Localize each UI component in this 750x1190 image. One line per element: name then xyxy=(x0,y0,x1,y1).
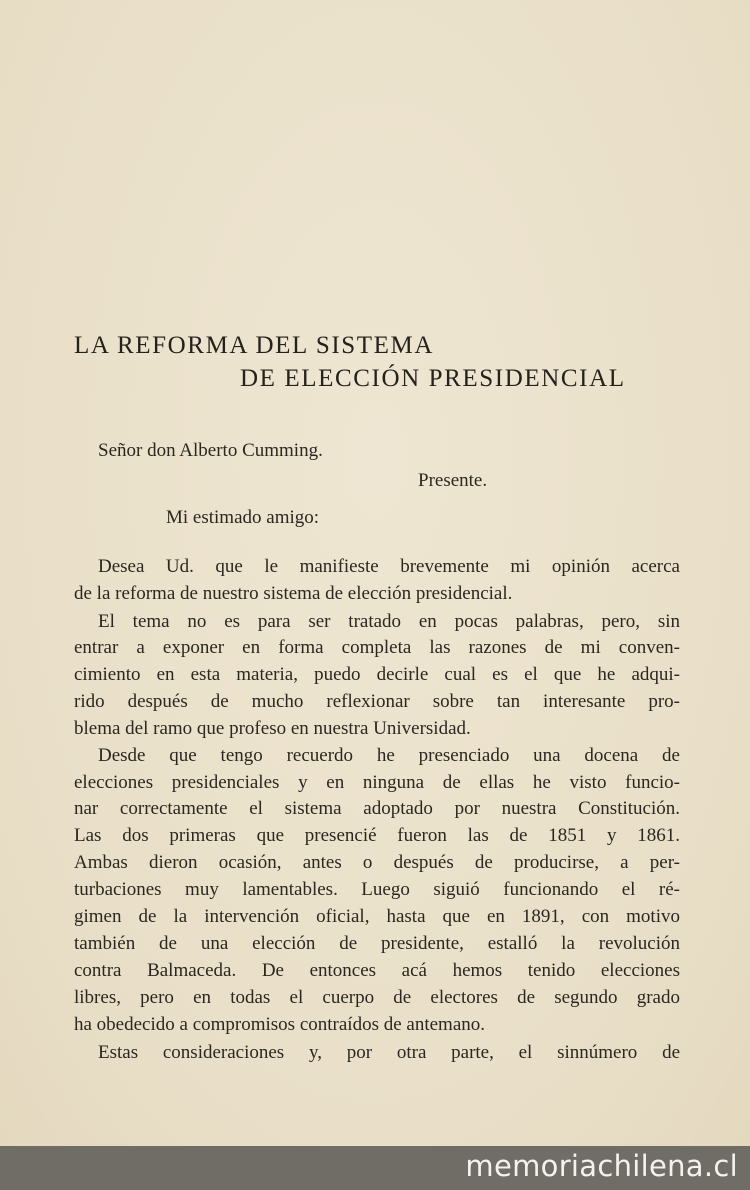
paragraph-line: elecciones presidenciales y en ninguna de ellas he visto funcio- xyxy=(74,772,680,793)
footer-bar xyxy=(0,1146,750,1190)
paragraph-line: turbaciones muy lamentables. Luego siguió funcionando el ré- xyxy=(74,879,680,900)
paragraph-line: blema del ramo que profeso en nuestra Universidad. xyxy=(74,718,471,739)
paragraph-line: Estas consideraciones y, por otra parte, el sinnúmero de xyxy=(98,1042,680,1063)
paragraph-line: entrar a exponer en forma completa las razones de mi conven- xyxy=(74,637,680,658)
paragraph-line: Desde que tengo recuerdo he presenciado una docena de xyxy=(98,745,680,766)
paragraph-line: cimiento en esta materia, puedo decirle cual es el que he adqui- xyxy=(74,664,680,685)
title-line-1: LA REFORMA DEL SISTEMA xyxy=(74,332,435,359)
paragraph-line: gimen de la intervención oficial, hasta que en 1891, con motivo xyxy=(74,906,680,927)
paragraph-line: contra Balmaceda. De entonces acá hemos tenido elecciones xyxy=(74,960,680,981)
paragraph-line: Ambas dieron ocasión, antes o después de producirse, a per- xyxy=(74,852,680,873)
paragraph-line: ha obedecido a compromisos contraídos de antemano. xyxy=(74,1014,486,1035)
presente-line: Presente. xyxy=(418,470,488,491)
paragraph-line: también de una elección de presidente, estalló la revolución xyxy=(74,933,680,954)
paragraph-line: El tema no es para ser tratado en pocas palabras, pero, sin xyxy=(98,611,680,632)
brand-watermark[interactable]: memoriachilena.cl xyxy=(465,1149,738,1183)
greeting-line: Mi estimado amigo: xyxy=(166,507,320,528)
paragraph-line: de la reforma de nuestro sistema de elección presidencial. xyxy=(74,583,513,604)
paragraph-line: Las dos primeras que presencié fueron las de 1851 y 1861. xyxy=(74,825,680,846)
paragraph-line: libres, pero en todas el cuerpo de electores de segundo grado xyxy=(74,987,680,1008)
paragraph-line: Desea Ud. que le manifieste brevemente mi opinión acerca xyxy=(98,556,680,577)
recipient-line: Señor don Alberto Cumming. xyxy=(98,440,323,461)
title-line-2: DE ELECCIÓN PRESIDENCIAL xyxy=(240,365,626,392)
paragraph-line: rido después de mucho reflexionar sobre tan interesante pro- xyxy=(74,691,680,712)
paragraph-line: nar correctamente el sistema adoptado por nuestra Constitución. xyxy=(74,798,680,819)
